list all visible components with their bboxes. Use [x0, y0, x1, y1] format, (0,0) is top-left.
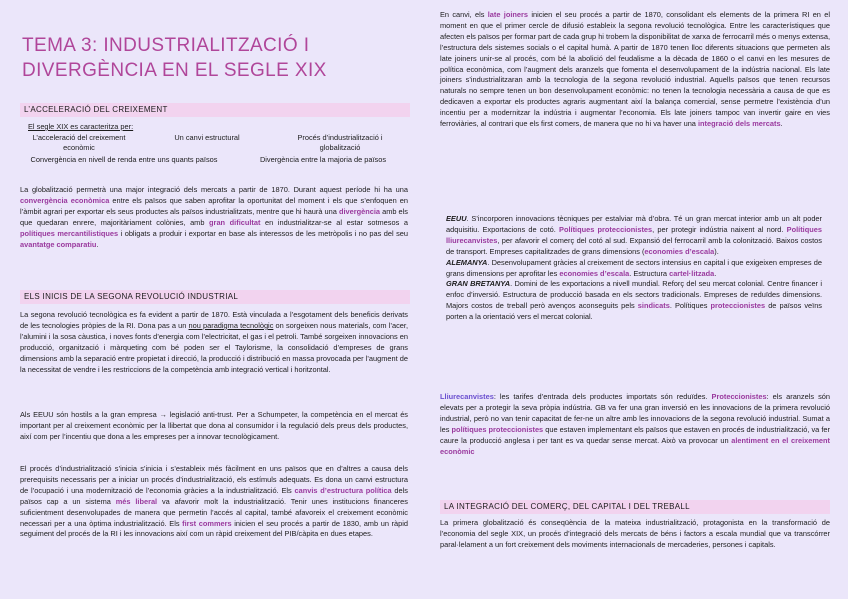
- characteristics-intro: El segle XIX es caracteritza per:: [28, 122, 134, 131]
- section-heading-acceleracio: L’ACCELERACIÓ DEL CREIXEMENT: [20, 103, 410, 117]
- country-alemanya: ALEMANYA. Desenvolupament gràcies al creixement de sectors intensius en capital i que exigeixen empreses de grans dimensions per aprofitar les economies d’escala. Estructura cartel·litzada.: [446, 257, 822, 278]
- section-heading-segona-revolucio: ELS INICIS DE LA SEGONA REVOLUCIÓ INDUSTRIAL: [20, 290, 410, 304]
- list-item: Convergència en nivell de renda entre uns quants països: [30, 155, 218, 164]
- title-line-1: TEMA 3: INDUSTRIALITZACIÓ I: [22, 35, 310, 56]
- list-item: L’acceleració del creixement econòmic: [32, 133, 126, 152]
- paragraph-late-joiners: En canvi, els late joiners inicien el seu procés a partir de 1870, consolidant els elements de la primera RI en el moment en que el primer cercle de difusió estableix la segona revolució tecnològica. Entre les característiques que afecten els països per formar part de cada grup hi trobem la disponibilitat de xarxa de ferrocarril més o menys extensa, l’estructura dels sistemes socials o el capital humà. A partir de 1870 tenen lloc diferents situacions que permeten als late joiners unir-se al procés, com bé la abolició del feudalisme a la dècada de 1860 o el canvi en les mesures de política econòmica, com l’augment dels aranzels que fomenta el desenvolupament de la indústria nacional. Els late joiners s’industrialitzaran amb la tecnologia de la segona revolució industrial. Aquells països que tenen recursos naturals no sempre tenen un bon desenvolupament econòmic: no tenen la tecnologia necessària a causa de que es dedicaven a exportar els productes agraris augmentant així la balança comercial, sense permetre l’existència d’un incentiu per a modernitzar la indústria i augmentar l’economia. Els late joiners tampoc van invertir gaire en vies ferroviàries, al contrari que els first comers, de manera que no hi va haver una integració dels mercats.: [440, 10, 830, 129]
- list-item: Procés d’industrialització i globalització: [297, 133, 383, 152]
- country-eeuu: EEUU. S’incorporen innovacions tècniques per estalviar mà d’obra. Té un gran mercat interior amb un alt poder adquisitiu. Exportacions de cotó. Polítiques proteccionistes, per protegir indústria naixent al nord. Polítiques lliurecanvistes, per afavorir el comerç del cotó al sud. Expansió del ferrocarril amb la colonització. Baixos costos de transport. Empreses capitalitzades de grans dimensions (economies d’escala).: [446, 214, 822, 256]
- paragraph-segona-revolucio: La segona revolució tecnològica es fa evident a partir de 1870. Està vinculada a l’esgotament dels beneficis derivats de les tecnologies pròpies de la RI. Dona pas a un nou paradigma tecnològic on sorgeixen nous materials, com l’acer, l’alumini i la sosa càustica, i noves fonts d’energia com l’electricitat, el gas i el petroli. També sorgeixen innovacions en producció, organització i màrqueting com bé poden ser el Taylorisme, la consolidació d’empreses de grans dimensions amb la separació entre propietat i direcció, la producció i distribució en massa provocada per l’augment de la necessitat de vendre i les restriccions de la competència amb integració vertical i horitzontal.: [20, 310, 409, 374]
- country-box: [446, 214, 822, 323]
- characteristics-list: [20, 122, 410, 184]
- title-line-2: DIVERGÈNCIA EN EL SEGLE XIX: [22, 60, 327, 81]
- paragraph-globalitzacio: La globalització permetrà una major integració dels mercats a partir de 1870. Durant aquest període hi ha una convergència econòmica entre els països que saben aprofitar la oportunitat del moment i els que s’enfoquen en l’àmbit agrari per exportar els seus productes als països industrialitzats, mentre que hi haurà una divergència amb els que quedaran enrere, majoritàriament colònies, amb gran dificultat en industrialitzar-se al estar sotmesos a polítiques mercantilistiques i obligats a produir i exportar en base als interessos de les metròpolis i no pas del seu avantatge comparatiu.: [20, 185, 408, 249]
- section-heading-integracio: LA INTEGRACIÓ DEL COMERÇ, DEL CAPITAL I DEL TREBALL: [440, 500, 830, 514]
- paragraph-proces-industrialitzacio: El procés d’industrialització s’inicia s’inicia i s’estableix més fàcilment en uns països que en d’altres a causa dels prerequisits necessaris per a iniciar un procés d’industrialització, els estímuls adequats. Es dona un canvi estructura de l’ocupació i una modernització de l’economia gràcies a la industrialització. Els canvis d’estructura política dels països cap a un sistema més liberal va afavorir molt la industrialització. Tenir unes institucions financeres suficientment desenvolupades de manera que permetin l’accés al capital, també afavoreix el creixement econòmic necessari per a una òptima industrialització. Els first commers inicien el seu procés a partir de 1830, amb un ràpid seguiment del procés de la RI i les innovacions així com un ràpid creixement del PIB/càpita en dues etapes.: [20, 464, 408, 539]
- list-item: Un canvi estructural: [174, 133, 240, 142]
- paragraph-lliurecanvistes: Lliurecanvistes: les tarifes d’entrada dels productes importats són reduïdes. Proteccionistes: els aranzels són elevats per a protegir la seva pròpia indústria. GB va fer una gran inversió en les innovacions de la primera revolució industrial, però no van tenir capacitat de fer-ne un altre amb les innovacions de la segona revolució industrial. Sumat a les polítiques proteccionistes que estaven implementant els països que estaven en procés de industrialització, va fer caure la producció anglesa i per tant es va quedar sense mercat. Això va provocar un alentiment en el creixement econòmic: [440, 392, 830, 456]
- country-gran-bretanya: GRAN BRETANYA. Domini de les exportacions a nivell mundial. Reforç del seu mercat colonial. Centre financer i enfoc d’inversió. Estructura de producció basada en els sectors tradicionals. Empreses de reduïdes dimensions. Majors costos de treball però avenços aconseguits pels sindicats. Polítiques proteccionistes de països veïns porten a la orientació vers el mercat colonial.: [446, 279, 822, 322]
- paragraph-primera-globalitzacio: La primera globalització és conseqüència de la mateixa industrialització, protagonista en la transformació de l’economia del segle XIX, un procés d’integració dels mercats de béns i factors a escala mundial que va transcórrer paral·lelament a un fort creixement dels moviments internacionals de mercaderies, persones i capitals.: [440, 518, 830, 549]
- paragraph-eeuu-schumpeter: Als EEUU són hostils a la gran empresa → legislació anti-trust. Per a Schumpeter, la competència en el mercat és important per al creixement econòmic per la llibertat que dona al consumidor i la regulació dels preus dels productes, així com per l’incentiu que dona a les empreses per a innovar tecnològicament.: [20, 410, 408, 441]
- page-title: [22, 33, 382, 83]
- list-item: Divergència entre la majoria de països: [259, 155, 387, 164]
